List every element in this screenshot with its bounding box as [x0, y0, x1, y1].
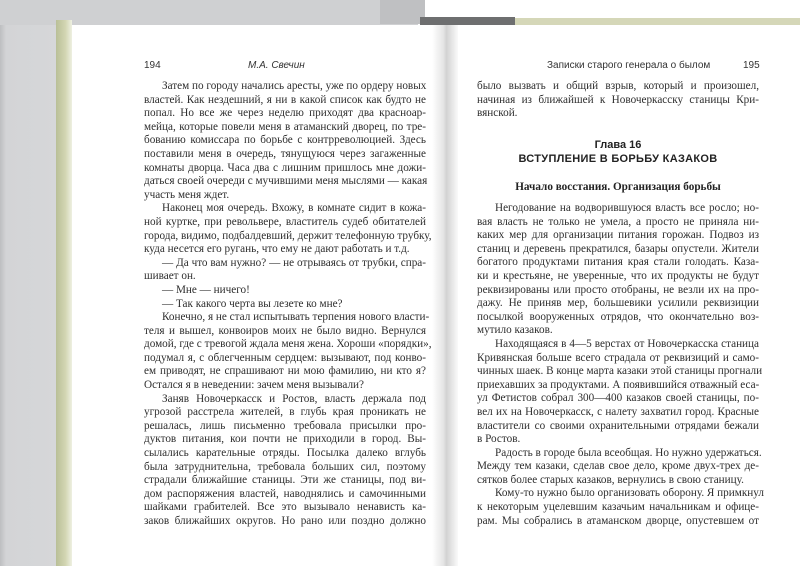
text-line: Заняв Новочеркасск и Ростов, власть держала под: [162, 392, 426, 405]
text-line: было вызвать и общий взрыв, который и произошел,: [477, 80, 759, 92]
text-line: вел их на Новочеркасск, с налету захватил город. Красные: [477, 405, 759, 418]
paragraph: [144, 393, 426, 529]
text-line: попал. Но все же через неделю приходят два красноар-: [144, 107, 426, 120]
paragraph: [144, 284, 426, 298]
text-line: угрозой расстрела жителей, в глубь края проникать не: [144, 406, 426, 419]
text-line: ки и крестьяне, не уверенные, что их продукты не будут: [477, 269, 759, 282]
chapter-title: ВСТУПЛЕНИЕ В БОРЬБУ КАЗАКОВ: [518, 153, 718, 165]
text-line: шайками грабителей. Все это вызывало ненависть ка-: [144, 501, 426, 514]
paragraph: [477, 487, 764, 528]
text-line: Негодование на водворившуюся власть все росло; но-: [495, 202, 759, 214]
text-line: ем приводят, не спрашивают ни мою фамилию, ни кто я?: [144, 365, 426, 378]
chapter-number: Глава 16: [594, 139, 642, 151]
text-line: города, видимо, подбалдевший, держит телефонную трубку,: [144, 229, 432, 242]
text-line: посылкой вооруженных отрядов, что окончательно воз-: [477, 310, 759, 323]
text-line: каких мер для организации питания горожан. Подвоз из: [477, 229, 759, 242]
text-line: к некоторым уцелевшим казачьим начальникам и офице-: [477, 501, 759, 514]
text-line: бованию комиссара по борьбе с контрреволюцией. Здесь: [144, 134, 426, 147]
text-line: — Да что вам нужно? — не отрываясь от трубки, спра-: [162, 256, 426, 269]
text-line: Остался я в неведении: зачем меня вызывали?: [144, 379, 365, 392]
paragraph: [477, 202, 759, 338]
text-line: чинных шаек. В конце марта казаки этой станицы прогнали: [477, 365, 763, 378]
text-line: Затем по городу начались аресты, уже по ордеру новых: [162, 80, 427, 92]
text-line: мейца, которые повели меня в атаманский дворец, по тре-: [144, 120, 426, 133]
right-page-number: 195: [743, 60, 760, 71]
text-line: дажу. Не приняв мер, большевики усилили реквизиции: [477, 297, 759, 310]
text-line: начиная из ближайшей к Новочеркасску станицы Кри-: [477, 93, 759, 106]
left-body-text: [144, 80, 432, 529]
left-running-head: М.А. Свечин: [248, 60, 305, 71]
text-line: сятков более старых казаков, вернулись в свою станицу.: [477, 473, 744, 486]
book-edge-left: [56, 20, 72, 566]
section-title: Начало восстания. Организация борьбы: [515, 181, 721, 193]
text-line: Между тем казаки, сделав свое дело, кроме двух-трех де-: [477, 460, 759, 473]
text-line: Радость в городе была всеобщая. Но нужно удержаться.: [495, 446, 762, 459]
text-line: поставили меня в очередь, тянущуюся через загаженные: [144, 147, 426, 160]
text-line: решалась, лишь письменно требовала присылки про-: [144, 419, 426, 432]
text-line: властители со своими охранительными отрядами бежали: [477, 419, 759, 432]
paragraph: [477, 337, 763, 447]
scanner-background: [0, 0, 56, 566]
scanner-background-top-right: [380, 0, 425, 24]
text-line: вянской.: [477, 107, 518, 120]
text-line: богатого продуктами питания края стали голодать. Каза-: [477, 256, 759, 269]
text-line: Кому-то нужно было организовать оборону. Я примкнул: [495, 487, 764, 500]
text-line: Находящаяся в 4—5 верстах от Новочеркасска станица: [495, 337, 759, 350]
book-edge-top-dark: [420, 17, 515, 25]
text-line: Конечно, я не стал испытывать терпения нового власти-: [162, 311, 430, 324]
right-running-head: Записки старого генерала о былом: [547, 60, 711, 71]
right-body-text: [477, 202, 764, 528]
text-line: участь меня ждет.: [144, 188, 230, 201]
text-line: ной куртке, при револьвере, властитель судеб обитателей: [144, 215, 426, 228]
paragraph: [144, 257, 426, 284]
text-line: шивает он.: [144, 270, 196, 283]
text-line: приехавших за продуктами. А появившийся отважный еса-: [477, 378, 760, 391]
text-line: реквизированы или просто отобраны, не везли их на про-: [477, 283, 759, 296]
text-line: дом распоряжения властей, наводнялись и самочинными: [144, 487, 426, 500]
text-line: мутило казаков.: [477, 324, 553, 337]
text-line: даться своей очереди с мучившими меня мыслями — какая: [144, 175, 428, 188]
right-continuation-text: [477, 80, 759, 121]
paragraph: [144, 80, 426, 202]
text-line: подумал я, с облегченным сердцем: вызывают, под конво-: [144, 351, 426, 364]
text-line: властей. Как нездешний, я ни в какой список как будто не: [144, 93, 426, 106]
book-edge-top: [515, 18, 800, 25]
paragraph: [144, 298, 426, 312]
paragraph: [144, 311, 432, 393]
text-line: дуктов питания, кои почти не приходили в город. Вы-: [144, 433, 426, 446]
text-line: — Так какого черта вы лезете ко мне?: [162, 297, 343, 310]
text-line: ул Фетистов собрал 300—400 казаков своей станицы, по-: [477, 392, 759, 405]
paragraph: [144, 202, 432, 256]
text-line: сылались карательные отряды. Посылка далеко вглубь: [144, 447, 426, 460]
text-line: была затруднительна, требовала больших сил, поэтому: [144, 460, 426, 473]
text-line: в Ростов.: [477, 433, 521, 446]
text-line: вая власть не только не умела, а просто не приняла ни-: [477, 215, 759, 228]
text-line: рам. Мы собрались в атаманском дворце, опустевшем от: [477, 514, 759, 527]
left-page-number: 194: [144, 60, 161, 71]
text-line: комнаты дворца. Часа два с лишним пришлось мне дожи-: [144, 161, 426, 174]
text-line: теля и вышел, конвоиров моих не было видно. Вернулся: [144, 324, 426, 337]
text-line: — Мне — ничего!: [162, 283, 250, 296]
book-gutter: [432, 25, 458, 566]
text-line: страдали ближайшие станицы. Эти же станицы, под ви-: [144, 474, 426, 487]
text-line: куда несется его ругань, что ему не дают работать и т.д.: [144, 243, 410, 256]
text-line: Наконец моя очередь. Вхожу, в комнате сидит в кожа-: [162, 202, 426, 215]
paragraph: [477, 446, 762, 488]
text-line: домой, где с тревогой ждала меня жена. Хороши «порядки»,: [144, 338, 432, 351]
text-line: станиц и деревень прекратился, базары опустели. Жители: [477, 242, 759, 255]
text-line: Кривянская больше всего страдала от реквизиций и само-: [477, 351, 759, 364]
text-line: заков ближайших округов. Но рано или поздно должно: [144, 515, 426, 527]
paragraph: [477, 80, 759, 121]
